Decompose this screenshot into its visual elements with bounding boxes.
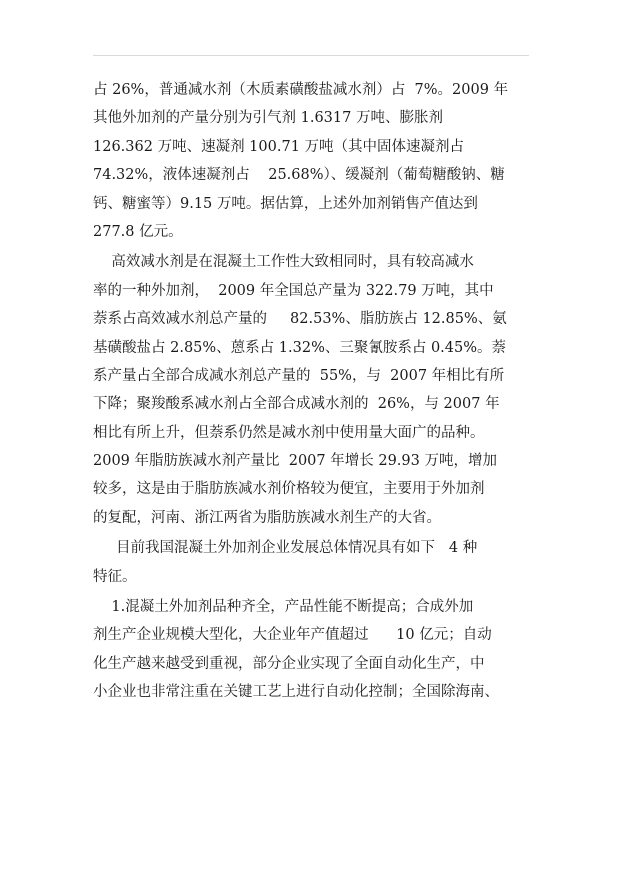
body-text [93,76,543,707]
text-line: 126.362 万吨、速凝剂 100.71 万吨（其中固体速凝剂占 [93,138,465,155]
paragraph-superplasticizer [93,248,543,532]
text-line: 剂生产企业规模大型化，大企业年产值超过 10 亿元；自动 [93,627,492,644]
paragraph-output-stats [93,76,543,246]
text-line: 占 26%，普通减水剂（木质素磺酸盐减水剂）占 7%。2009 年 [93,82,509,98]
text-line: 其他外加剂的产量分别为引气剂 1.6317 万吨、膨胀剂 [93,110,443,127]
text-line: 率的一种外加剂， 2009 年全国总产量为 322.79 万吨，其中 [93,282,494,299]
text-line: 钙、糖蜜等）9.15 万吨。据估算，上述外加剂销售产值达到 [93,195,478,212]
text-line: 目前我国混凝土外加剂企业发展总体情况具有如下 4 种 [93,540,478,557]
text-line: 较多，这是由于脂肪族减水剂价格较为便宜，主要用于外加剂 [93,481,485,498]
text-line: 下降；聚羧酸系减水剂占全部合成减水剂的 26%，与 2007 年 [93,396,500,413]
text-line: 小企业也非常注重在关键工艺上进行自动化控制；全国除海南、 [93,684,499,701]
text-line: 74.32%，液体速凝剂占 25.68%）、缓凝剂（葡萄糖酸钠、糖 [93,167,505,184]
text-line: 的复配，河南、浙江两省为脂肪族减水剂生产的大省。 [93,509,441,526]
text-line: 系产量占全部合成减水剂总产量的 55%，与 2007 年相比有所 [93,367,505,384]
text-line: 特征。 [93,568,137,585]
text-line: 277.8 亿元。 [93,223,183,240]
header-rule [93,55,529,56]
text-line: 基磺酸盐占 2.85%、蒽系占 1.32%、三聚氰胺系占 0.45%。萘 [93,339,507,356]
text-line: 1.混凝土外加剂品种齐全，产品性能不断提高；合成外加 [93,599,474,616]
paragraph-features-intro [93,534,543,591]
text-line: 2009 年脂肪族减水剂产量比 2007 年增长 29.93 万吨，增加 [93,453,497,470]
text-line: 相比有所上升，但萘系仍然是减水剂中使用量大面广的品种。 [93,424,485,441]
text-line: 高效减水剂是在混凝土工作性大致相同时，具有较高减水 [93,254,474,271]
text-line: 化生产越来越受到重视，部分企业实现了全面自动化生产，中 [93,655,485,672]
paragraph-feature-1 [93,593,543,707]
text-line: 萘系占高效减水剂总产量的 82.53%、脂肪族占 12.85%、氨 [93,311,507,328]
